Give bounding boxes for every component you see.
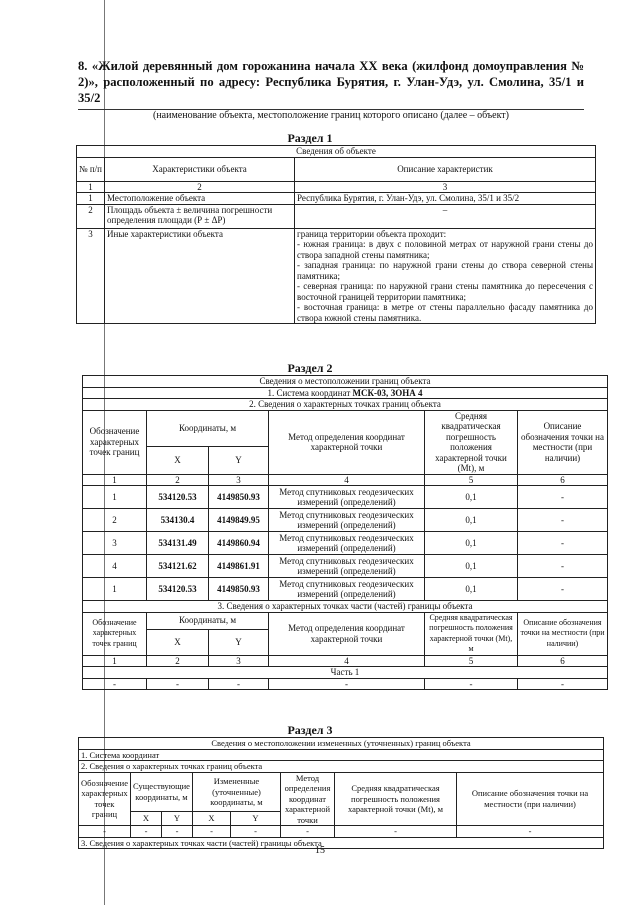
coord-system [83,387,608,399]
s3-y-header: Y [161,812,192,826]
s3-accuracy-header: Средняя квадратическая погрешность положения характерной точки (Mt), м [334,772,456,826]
accuracy-header: Средняя квадратическая погрешность положения характерной точки (Mt), м [425,410,518,474]
part-method-header: Метод определения координат характерной точки [269,612,425,655]
col-desc-header: Описание характеристик [295,157,596,181]
point-accuracy: 0,1 [425,509,518,532]
point-y: 4149860.94 [209,532,269,555]
index-cell: 4 [269,655,425,667]
point-desc: - [518,555,608,578]
point-method: Метод спутниковых геодезических измерений (определений) [269,486,425,509]
s3-boundary-caption: 2. Сведения о характерных точках границ объекта [79,761,604,773]
empty-cell: - [230,826,280,838]
empty-cell: - [334,826,456,838]
point-label: 3 [83,532,147,555]
point-accuracy: 0,1 [425,578,518,601]
s3-part-caption: 3. Сведения о характерных точках части (частей) границы объекта [79,837,604,849]
index-cell: 5 [425,474,518,486]
point-x: 534121.62 [147,555,209,578]
index-cell: 1 [83,474,147,486]
object-heading: 8. «Жилой деревянный дом горожанина начала XX века (жилфонд домоуправления № 2)», расположенный по адресу: Республика Бурятия, г. Улан-Удэ, ул. Смолина, 35/1 и 35/2 [78,59,584,105]
point-method: Метод спутниковых геодезических измерений (определений) [269,555,425,578]
index-cell: 4 [269,474,425,486]
part-label-header: Обозначение характерных точек границ [83,612,147,655]
empty-cell: - [83,678,147,690]
boundary-points-caption: 2. Сведения о характерных точках границ объекта [83,399,608,411]
row-desc: – [295,204,596,228]
point-label: 1 [83,486,147,509]
empty-cell: - [79,826,131,838]
point-accuracy: 0,1 [425,532,518,555]
point-accuracy: 0,1 [425,486,518,509]
coord-system-prefix: 1. Система координат [267,387,353,398]
index-cell: 2 [147,655,209,667]
section1-caption: Сведения об объекте [77,146,596,158]
empty-cell: - [269,678,425,690]
index-cell: 6 [518,474,608,486]
row-number: 3 [77,228,105,324]
point-y: 4149849.95 [209,509,269,532]
section3-caption: Сведения о местоположении измененных (уточненных) границ объекта [79,738,604,750]
table-row [83,486,608,509]
part-coords-header: Координаты, м [147,612,269,629]
empty-cell: - [161,826,192,838]
row-desc: граница территории объекта проходит: - южная граница: в двух с половиной метрах от наружной грани стены до створа западной стены памятника; - западная граница: по наружной грани стены до створа северной стены памятника; - северная граница: по наружной грани стены памятника до пересечения с восточной границей территории памятника; - восточная граница: в метре от стены параллельно фасаду памятника до створа южной стены памятника. [295,228,596,324]
table-row [83,532,608,555]
table-row [79,826,604,838]
index-cell: 1 [83,655,147,667]
point-label: 4 [83,555,147,578]
label-header: Обозначение характерных точек границ [83,410,147,474]
empty-cell: - [192,826,230,838]
empty-cell: - [209,678,269,690]
row-number: 2 [77,204,105,228]
section1-table [76,145,596,324]
index-cell: 3 [209,655,269,667]
point-desc: - [518,532,608,555]
row-name: Местоположение объекта [105,193,295,205]
coord-system-value: МСК-03, ЗОНА 4 [352,387,423,398]
s3-x2-header: X [192,812,230,826]
s3-changed-header: Измененные (уточненные) координаты, м [192,772,280,812]
index-cell: 1 [77,181,105,193]
point-x: 534131.49 [147,532,209,555]
point-desc: - [518,578,608,601]
point-accuracy: 0,1 [425,555,518,578]
point-x: 534120.53 [147,486,209,509]
heading-note [78,109,584,121]
part-accuracy-header: Средняя квадратическая погрешность положения характерной точки (Mt), м [425,612,518,655]
point-y: 4149861.91 [209,555,269,578]
index-cell: 2 [147,474,209,486]
s3-label-header: Обозначение характерных точек границ [79,772,131,826]
point-label: 2 [83,509,147,532]
point-method: Метод спутниковых геодезических измерений (определений) [269,578,425,601]
empty-cell: - [130,826,161,838]
table-row [83,678,608,690]
point-label: 1 [83,578,147,601]
y-header: Y [209,446,269,474]
point-y: 4149850.93 [209,486,269,509]
empty-cell: - [280,826,334,838]
section3-table [78,737,604,849]
point-desc: - [518,509,608,532]
coords-header: Координаты, м [147,410,269,446]
table-row [83,509,608,532]
row-desc: Республика Бурятия, г. Улан-Удэ, ул. Смолина, 35/1 и 35/2 [295,193,596,205]
section2-title: Раздел 2 [287,361,333,375]
index-cell: 5 [425,655,518,667]
section3-title: Раздел 3 [287,723,333,737]
part-x-header: X [147,629,209,655]
s3-method-header: Метод определения координат характерной точки [280,772,334,826]
part-label: Часть 1 [83,667,608,679]
index-cell: 2 [105,181,295,193]
heading-note-text: (наименование объекта, местоположение границ которого описано (далее – объект) [152,110,510,121]
part-y-header: Y [209,629,269,655]
s3-x-header: X [130,812,161,826]
empty-cell: - [456,826,603,838]
empty-cell: - [425,678,518,690]
point-x: 534120.53 [147,578,209,601]
row-number: 1 [77,193,105,205]
table-row [83,578,608,601]
col-num-header: № п/п [77,157,105,181]
point-y: 4149850.93 [209,578,269,601]
point-method: Метод спутниковых геодезических измерений (определений) [269,509,425,532]
part-desc-header: Описание обозначения точки на местности (при наличии) [518,612,608,655]
point-desc: - [518,486,608,509]
page-number: 15 [315,845,325,856]
s3-desc-header: Описание обозначения точки на местности (при наличии) [456,772,603,826]
s3-coord-system: 1. Система координат [79,749,604,761]
point-x: 534130.4 [147,509,209,532]
row-name: Иные характеристики объекта [105,228,295,324]
index-cell: 3 [209,474,269,486]
s3-exist-header: Существующие координаты, м [130,772,192,812]
index-cell: 3 [295,181,596,193]
section2-table [82,375,608,690]
desc-header: Описание обозначения точки на местности (при наличии) [518,410,608,474]
method-header: Метод определения координат характерной точки [269,410,425,474]
row-name: Площадь объекта ± величина погрешности определения площади (Р ± ΔР) [105,204,295,228]
point-method: Метод спутниковых геодезических измерений (определений) [269,532,425,555]
empty-cell: - [518,678,608,690]
section1-title: Раздел 1 [287,131,333,145]
part-points-caption: 3. Сведения о характерных точках части (частей) границы объекта [83,601,608,613]
s3-y2-header: Y [230,812,280,826]
col-char-header: Характеристики объекта [105,157,295,181]
table-row [83,555,608,578]
empty-cell: - [147,678,209,690]
x-header: X [147,446,209,474]
section2-caption: Сведения о местоположении границ объекта [83,376,608,388]
index-cell: 6 [518,655,608,667]
